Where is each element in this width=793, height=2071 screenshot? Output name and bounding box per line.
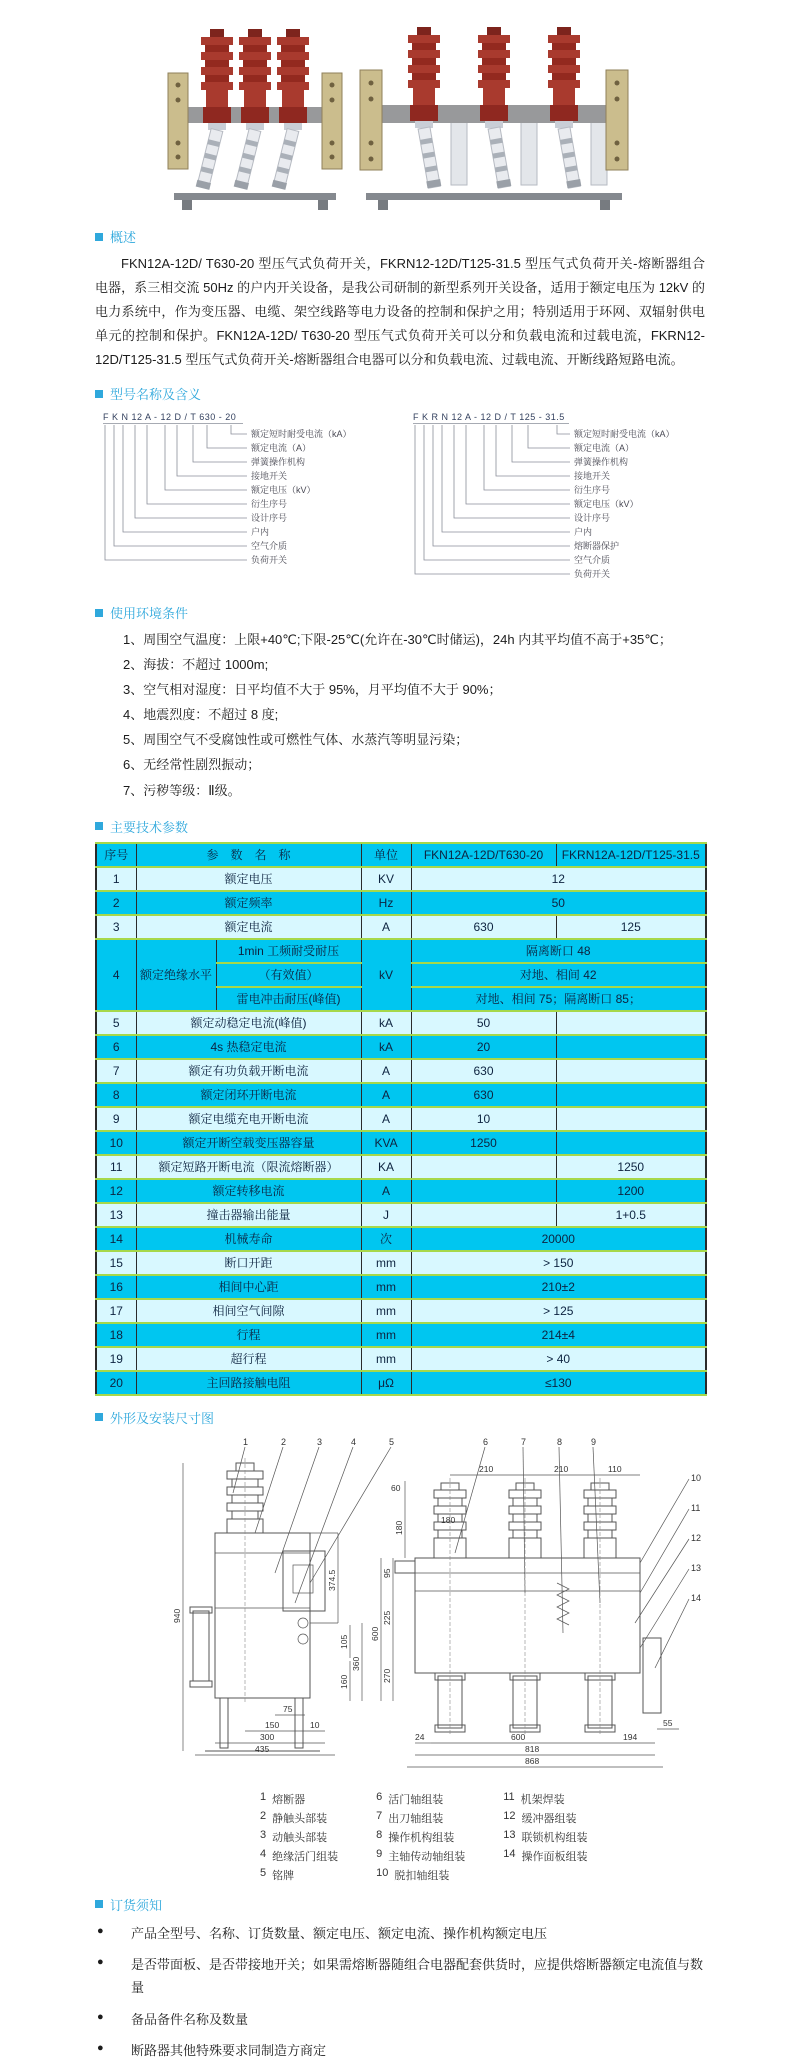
table-row: [96, 1011, 706, 1035]
model-section: [95, 384, 705, 591]
cell-value: 12: [411, 867, 706, 891]
model-label: 额定电流（A）: [574, 443, 635, 454]
cell-value: [411, 1203, 556, 1227]
legend-item: 11 机架焊装: [503, 1790, 565, 1806]
table-row: [96, 1299, 706, 1323]
cell-no: 16: [96, 1275, 136, 1299]
drawing-phase: [509, 1478, 541, 1735]
callout: 9: [591, 1436, 597, 1447]
cell-sublabel: 1min 工频耐受耐压: [216, 939, 361, 963]
environment-list: [95, 628, 705, 802]
dim-55: 55: [663, 1717, 673, 1728]
model-label: 设计序号: [574, 513, 611, 524]
model-label: 户内: [251, 527, 270, 538]
table-row: [96, 1059, 706, 1083]
legend-item: 6 活门轴组装: [376, 1790, 444, 1806]
cell-value: [556, 1107, 706, 1131]
model-diagram-left: [95, 409, 370, 577]
bullet-dot-icon: ●: [97, 1924, 104, 1937]
cell-value: 对地、相间 42: [411, 963, 706, 987]
cell-name: 额定短路开断电流（限流熔断器）: [136, 1155, 361, 1179]
col-header-model1: FKN12A-12D/T630-20: [411, 843, 556, 867]
cell-no: 15: [96, 1251, 136, 1275]
dim-868: 868: [525, 1755, 540, 1766]
cell-unit: KV: [361, 867, 411, 891]
model-label: 额定短时耐受电流（kA）: [574, 429, 675, 440]
cell-unit: mm: [361, 1299, 411, 1323]
model-code-right: F K R N 12 A - 12 D / T 125 - 31.5: [413, 412, 565, 423]
callout: 2: [281, 1436, 287, 1447]
cell-value: 20000: [411, 1227, 706, 1251]
table-row: [96, 1323, 706, 1347]
cell-no: 2: [96, 891, 136, 915]
model-label: 衍生序号: [574, 485, 611, 496]
cell-value: > 40: [411, 1347, 706, 1371]
cell-unit: A: [361, 1179, 411, 1203]
insulator-phase: [408, 27, 441, 188]
cell-value: 1+0.5: [556, 1203, 706, 1227]
cell-name: 主回路接触电阻: [136, 1371, 361, 1395]
cell-unit: kA: [361, 1035, 411, 1059]
dim-600-bottom: 600: [511, 1731, 526, 1742]
cell-value: 1250: [556, 1155, 706, 1179]
callout: 6: [483, 1436, 489, 1447]
section-bullet-icon: [95, 609, 103, 617]
table-row: [96, 867, 706, 891]
dimension-drawing: [95, 1433, 715, 1778]
dim-374-5: 374.5: [327, 1569, 337, 1591]
ordering-item: ● 备品备件名称及数量: [95, 2008, 705, 2031]
section-title-model: 型号名称及含义: [110, 387, 202, 403]
product-photos: [0, 0, 793, 215]
cell-value: 214±4: [411, 1323, 706, 1347]
cell-name: 额定开断空载变压器容量: [136, 1131, 361, 1155]
section-title-overview: 概述: [110, 230, 137, 245]
legend-item: 1 熔断器: [260, 1790, 306, 1806]
table-row: [96, 1203, 706, 1227]
ordering-item: ● 是否带面板、是否带接地开关；如果需熔断器随组合电器配套供货时，应提供熔断器额定电流值与数量: [95, 1953, 705, 2000]
callout: 3: [317, 1436, 323, 1447]
section-title-parameters: 主要技术参数: [110, 819, 189, 835]
overview-section: [95, 227, 705, 372]
dimensions-section: [95, 1408, 705, 1883]
model-label: 接地开关: [251, 471, 288, 482]
cell-name: 额定闭环开断电流: [136, 1083, 361, 1107]
table-row: [96, 1275, 706, 1299]
cell-no: 18: [96, 1323, 136, 1347]
callout: 7: [521, 1436, 527, 1447]
cell-name: 超行程: [136, 1347, 361, 1371]
cell-name: 相间空气间隙: [136, 1299, 361, 1323]
drawing-phase: [584, 1478, 616, 1735]
cell-value: 630: [411, 1059, 556, 1083]
dim-24: 24: [415, 1731, 425, 1742]
bullet-dot-icon: ●: [97, 2042, 104, 2055]
cell-value: ≤130: [411, 1371, 706, 1395]
model-label: 额定电流（A）: [251, 443, 312, 454]
overview-paragraph: FKN12A-12D/ T630-20 型压气式负荷开关，FKRN12-12D/T125-31.5 型压气式负荷开关-熔断器组合电器，系三相交流 50Hz 的户内开关设备，是我公司研制的新型系列开关设备，适用于额定电压为 12kV 的电力系统中，作为变压器、电缆、架空线路等电力设备的控制和保护之用；特别适用于环网、双辐射供电单元的控制和保护。FKN12A-12D/ T630-20 型压气式负荷开关可以分和负载电流和过载电流，FKRN12-12D/T125-31.5 型压气式负荷开关-熔断器组合电器可以分和负载电流、过载电流、开断线路短路电流。: [95, 256, 705, 368]
parameters-section: [95, 817, 705, 1396]
cell-value: [411, 1179, 556, 1203]
cell-name: 额定电压: [136, 867, 361, 891]
legend-item: 7 出刀轴组装: [376, 1809, 444, 1825]
cell-value: 20: [411, 1035, 556, 1059]
cell-no: 17: [96, 1299, 136, 1323]
dim-818: 818: [525, 1743, 540, 1754]
product-photo-left: [160, 15, 350, 215]
cell-no: 8: [96, 1083, 136, 1107]
model-diagrams: [95, 409, 705, 591]
dim-435: 435: [255, 1743, 270, 1754]
cell-value: [556, 1083, 706, 1107]
table-row: [96, 1131, 706, 1155]
cell-unit: A: [361, 1059, 411, 1083]
cell-name: 额定频率: [136, 891, 361, 915]
cell-no: 13: [96, 1203, 136, 1227]
cell-no: 14: [96, 1227, 136, 1251]
insulator-phase: [548, 27, 581, 188]
bullet-dot-icon: ●: [97, 2010, 104, 2023]
cell-no: 5: [96, 1011, 136, 1035]
table-row: [96, 1227, 706, 1251]
cell-value: 125: [556, 915, 706, 939]
legend-item: 12 缓冲器组装: [503, 1809, 577, 1825]
cell-unit: KA: [361, 1155, 411, 1179]
model-label: 衍生序号: [251, 499, 288, 510]
dim-210b: 210: [554, 1463, 569, 1474]
cell-no: 12: [96, 1179, 136, 1203]
cell-unit: mm: [361, 1251, 411, 1275]
cell-value: 210±2: [411, 1275, 706, 1299]
cell-value: 隔离断口 48: [411, 939, 706, 963]
section-bullet-icon: [95, 1900, 103, 1908]
cell-unit: mm: [361, 1323, 411, 1347]
model-label: 弹簧操作机构: [574, 457, 629, 468]
cell-unit: A: [361, 915, 411, 939]
legend-item: 14 操作面板组装: [503, 1847, 588, 1863]
dim-300: 300: [260, 1731, 275, 1742]
table-header-row: [96, 843, 706, 867]
cell-no: 7: [96, 1059, 136, 1083]
dim-270: 270: [382, 1668, 392, 1683]
table-row: [96, 1035, 706, 1059]
legend-item: 2 静触头部装: [260, 1809, 328, 1825]
cell-name: 机械寿命: [136, 1227, 361, 1251]
model-label: 空气介质: [251, 541, 288, 552]
dim-194: 194: [623, 1731, 638, 1742]
dim-95: 95: [382, 1568, 392, 1578]
section-bullet-icon: [95, 822, 103, 830]
cell-name: 撞击器输出能量: [136, 1203, 361, 1227]
dim-180-inner: 180: [441, 1514, 456, 1525]
ordering-item: ● 断路器其他特殊要求同制造方商定: [95, 2039, 705, 2062]
model-label: 接地开关: [574, 471, 611, 482]
callout: 13: [691, 1562, 702, 1573]
cell-value: [556, 1059, 706, 1083]
model-label: 负荷开关: [251, 555, 288, 566]
section-bullet-icon: [95, 390, 103, 398]
cell-unit: mm: [361, 1347, 411, 1371]
cell-unit: mm: [361, 1275, 411, 1299]
section-title-ordering: 订货须知: [110, 1897, 163, 1913]
table-row: [96, 891, 706, 915]
ordering-item: ● 产品全型号、名称、订货数量、额定电压、额定电流、操作机构额定电压: [95, 1922, 705, 1945]
cell-no: 19: [96, 1347, 136, 1371]
ordering-section: [95, 1895, 705, 2063]
legend-item: 8 操作机构组装: [376, 1828, 455, 1844]
dim-60: 60: [391, 1482, 401, 1493]
cell-unit: μΩ: [361, 1371, 411, 1395]
dim-160: 160: [339, 1674, 349, 1689]
section-bullet-icon: [95, 1413, 103, 1421]
cell-unit: J: [361, 1203, 411, 1227]
model-label: 额定电压（kV）: [251, 485, 316, 496]
cell-name: 额定转移电流: [136, 1179, 361, 1203]
legend-item: 5 铭牌: [260, 1866, 295, 1882]
col-header-model2: FKRN12A-12D/T125-31.5: [556, 843, 706, 867]
section-bullet-icon: [95, 233, 103, 241]
cell-no: 10: [96, 1131, 136, 1155]
environment-header: [95, 603, 705, 622]
cell-no: 20: [96, 1371, 136, 1395]
col-header-no: 序号: [96, 843, 136, 867]
cell-unit: A: [361, 1083, 411, 1107]
dim-225: 225: [382, 1610, 392, 1625]
table-row: [96, 1083, 706, 1107]
col-header-unit: 单位: [361, 843, 411, 867]
col-header-name: 参 数 名 称: [136, 843, 361, 867]
environment-item: 1、周围空气温度：上限+40℃;下限-25℃(允许在-30℃时储运)，24h 内其平均值不高于+35℃；: [123, 632, 672, 648]
table-row: [96, 1107, 706, 1131]
callout: 4: [351, 1436, 357, 1447]
environment-item: 4、地震烈度：不超过 8 度;: [123, 707, 279, 723]
bullet-dot-icon: ●: [97, 1955, 104, 1968]
parameters-table: [95, 842, 707, 1396]
callout: 11: [691, 1502, 701, 1513]
cell-no: 3: [96, 915, 136, 939]
model-label: 负荷开关: [574, 569, 611, 580]
dim-180-left: 180: [394, 1520, 404, 1535]
cell-value: 630: [411, 915, 556, 939]
table-row: [96, 1347, 706, 1371]
cell-name: 额定绝缘水平: [136, 939, 216, 1011]
table-row: [96, 915, 706, 939]
insulator-phase: [478, 27, 511, 188]
legend-item: 3 动触头部装: [260, 1828, 328, 1844]
ordering-list: [95, 1922, 705, 2063]
model-label: 额定短时耐受电流（kA）: [251, 429, 352, 440]
model-label: 户内: [574, 527, 593, 538]
environment-item: 5、周围空气不受腐蚀性或可燃性气体、水蒸汽等明显污染；: [123, 732, 469, 748]
cell-value: [411, 1155, 556, 1179]
callout: 1: [243, 1436, 249, 1447]
cell-no: 6: [96, 1035, 136, 1059]
parameters-header: [95, 817, 705, 836]
cell-value: 1200: [556, 1179, 706, 1203]
environment-section: [95, 603, 705, 802]
model-header: [95, 384, 705, 403]
section-title-environment: 使用环境条件: [110, 606, 189, 622]
legend-item: 13 联锁机构组装: [503, 1828, 588, 1844]
environment-item: 3、空气相对湿度：日平均值不大于 95%，月平均值不大于 90%；: [123, 682, 502, 698]
cell-value: 10: [411, 1107, 556, 1131]
cell-name: 行程: [136, 1323, 361, 1347]
environment-item: 7、污秽等级：Ⅱ级。: [123, 782, 241, 798]
dimensions-header: [95, 1408, 705, 1427]
callout: 5: [389, 1436, 395, 1447]
cell-name: 相间中心距: [136, 1275, 361, 1299]
environment-item: 6、无经常性剧烈振动；: [123, 757, 261, 773]
dim-110: 110: [608, 1463, 622, 1474]
dim-210a: 210: [479, 1463, 494, 1474]
cell-value: > 150: [411, 1251, 706, 1275]
ordering-header: [95, 1895, 705, 1914]
drawing-legend: [260, 1791, 705, 1883]
cell-no: 4: [96, 939, 136, 1011]
cell-unit: A: [361, 1107, 411, 1131]
callout: 8: [557, 1436, 563, 1447]
cell-unit: kV: [361, 939, 411, 1011]
model-label: 空气介质: [574, 555, 611, 566]
environment-item: 2、海拔：不超过 1000m;: [123, 657, 269, 673]
table-row: [96, 1155, 706, 1179]
model-label: 额定电压（kV）: [574, 499, 639, 510]
cell-unit: kA: [361, 1011, 411, 1035]
model-code-left: F K N 12 A - 12 D / T 630 - 20: [103, 412, 237, 423]
cell-value: [556, 1131, 706, 1155]
cell-sublabel: 雷电冲击耐压(峰值): [216, 987, 361, 1011]
table-row: [96, 1371, 706, 1395]
dim-105: 105: [339, 1634, 349, 1649]
cell-no: 11: [96, 1155, 136, 1179]
cell-unit: 次: [361, 1227, 411, 1251]
product-photo-right: [354, 15, 634, 215]
table-row: [96, 939, 706, 963]
section-title-dimensions: 外形及安装尺寸图: [110, 1410, 215, 1426]
model-label: 设计序号: [251, 513, 288, 524]
callout: 10: [691, 1472, 702, 1483]
cell-name: 额定电流: [136, 915, 361, 939]
cell-name: 4s 热稳定电流: [136, 1035, 361, 1059]
model-label: 熔断器保护: [574, 541, 620, 552]
cell-unit: Hz: [361, 891, 411, 915]
table-row: [96, 1179, 706, 1203]
dim-940: 940: [172, 1608, 182, 1623]
callout: 12: [691, 1532, 702, 1543]
cell-value: > 125: [411, 1299, 706, 1323]
cell-value: 50: [411, 891, 706, 915]
cell-value: 1250: [411, 1131, 556, 1155]
cell-value: [556, 1011, 706, 1035]
cell-value: [556, 1035, 706, 1059]
legend-item: 4 绝缘活门组装: [260, 1847, 339, 1863]
cell-value: 630: [411, 1083, 556, 1107]
model-label: 弹簧操作机构: [251, 457, 306, 468]
cell-value: 50: [411, 1011, 556, 1035]
cell-no: 1: [96, 867, 136, 891]
overview-header: [95, 227, 705, 246]
dim-75: 75: [283, 1703, 293, 1714]
model-diagram-right: [405, 409, 705, 591]
cell-no: 9: [96, 1107, 136, 1131]
legend-item: 9 主轴传动轴组装: [376, 1847, 466, 1863]
dim-600-left: 600: [370, 1626, 380, 1641]
cell-name: 额定电缆充电开断电流: [136, 1107, 361, 1131]
dim-150: 150: [265, 1719, 280, 1730]
dim-10: 10: [310, 1719, 320, 1730]
cell-name: 断口开距: [136, 1251, 361, 1275]
callout: 14: [691, 1592, 702, 1603]
cell-name: 额定动稳定电流(峰值): [136, 1011, 361, 1035]
cell-name: 额定有功负载开断电流: [136, 1059, 361, 1083]
table-row: [96, 1251, 706, 1275]
cell-value: 对地、相间 75；隔离断口 85；: [411, 987, 706, 1011]
cell-unit: KVA: [361, 1131, 411, 1155]
dim-360: 360: [351, 1656, 361, 1671]
cell-sublabel: （有效值）: [216, 963, 361, 987]
legend-item: 10 脱扣轴组装: [376, 1866, 450, 1882]
